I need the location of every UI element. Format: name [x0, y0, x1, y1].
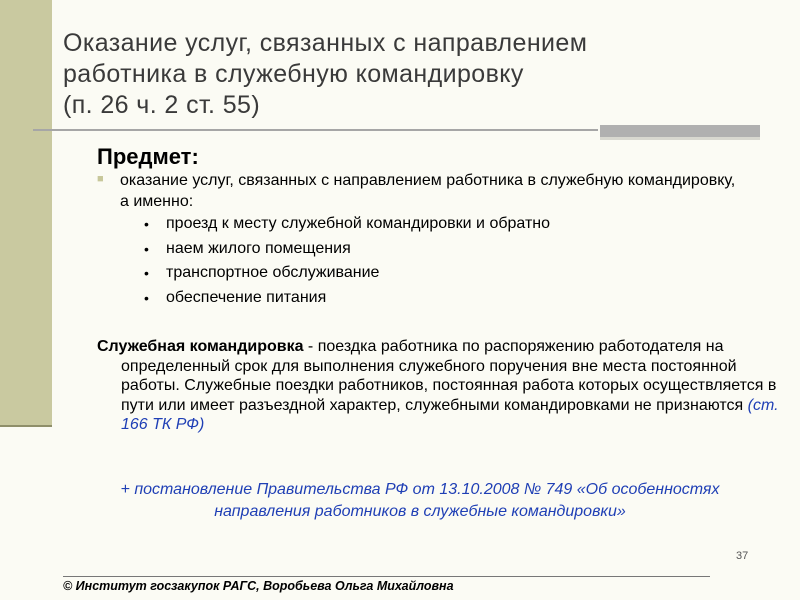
- footer-divider: [63, 576, 710, 577]
- title-line-3: (п. 26 ч. 2 ст. 55): [63, 91, 261, 119]
- title-divider: [33, 129, 598, 131]
- title-divider-block: [600, 125, 760, 137]
- decorative-side-bar: [0, 0, 52, 425]
- title-line-1: Оказание услуг, связанных с направлением: [63, 29, 588, 57]
- list-item: [140, 261, 740, 286]
- list-item-text: наем жилого помещения: [166, 239, 351, 257]
- labor-code-reference: (ст. 166 ТК РФ): [121, 396, 779, 433]
- bullet-dot-icon: •: [144, 289, 149, 306]
- title-divider-block-shadow: [600, 137, 760, 140]
- main-bullet-text: оказание услуг, связанных с направлением работника в служебную командировку, а именно:: [120, 172, 736, 210]
- list-item: [140, 212, 740, 237]
- bullet-dot-icon: •: [144, 240, 149, 257]
- page-number: 37: [736, 550, 749, 562]
- list-item-text: проезд к месту служебной командировки и обратно: [166, 215, 551, 232]
- bullet-dot-icon: •: [144, 216, 149, 232]
- decree-line-2: направления работников в служебные командировки»: [214, 503, 626, 520]
- footer-copyright: © Институт госзакупок РАГС, Воробьева Ольга Михайловна: [63, 579, 454, 593]
- side-bar-underline: [0, 425, 52, 427]
- government-decree-note: [60, 479, 780, 523]
- decree-line-1: + постановление Правительства РФ от 13.10.2008 № 749 «Об особенностях: [120, 481, 720, 498]
- main-bullet: [97, 170, 737, 212]
- slide-title: [63, 28, 763, 121]
- definition-text: - поездка работника по распоряжению работодателя на определенный срок для выполнения служебного поручения вне места постоянной работы. Служебные поездки работников, постоянная работа которых осуществляется в пути или имеет разъездной характер, служебными командировками не признаются: [121, 338, 777, 414]
- subject-heading: Предмет:: [97, 144, 199, 169]
- list-item: [140, 286, 740, 311]
- services-list: [140, 212, 740, 310]
- list-item-text: транспортное обслуживание: [166, 264, 380, 281]
- list-item: [140, 237, 740, 262]
- square-bullet-icon: ■: [97, 173, 104, 185]
- list-item-text: обеспечение питания: [166, 288, 327, 306]
- title-line-2: работника в служебную командировку: [63, 60, 524, 88]
- bullet-dot-icon: •: [144, 265, 149, 281]
- definition-term: Служебная командировка: [97, 338, 304, 355]
- business-trip-definition: [97, 337, 787, 435]
